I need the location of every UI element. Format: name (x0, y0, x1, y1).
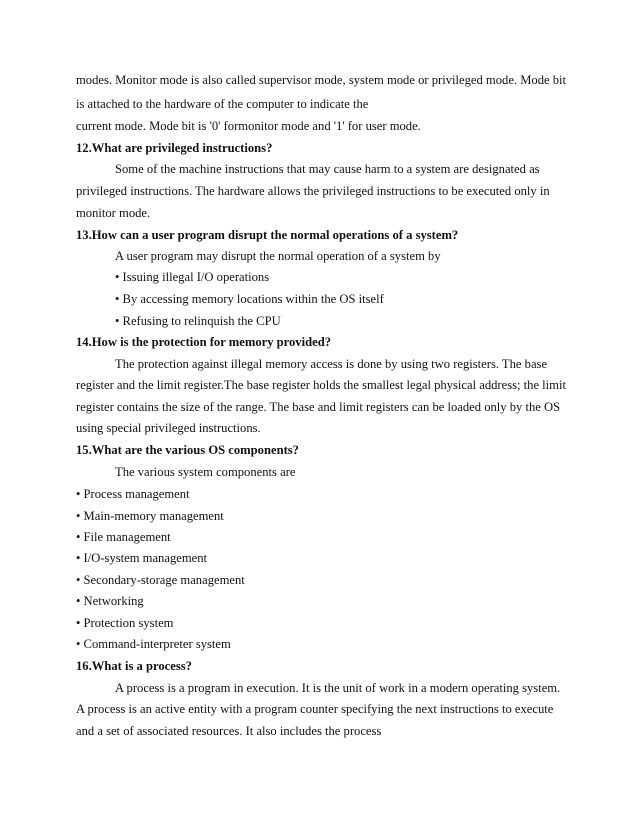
bullet-item: • By accessing memory locations within the OS itself (115, 292, 384, 306)
question-heading-16: 16.What is a process? (76, 659, 192, 673)
body-text-line: register and the limit register.The base register holds the smallest legal physical address; the limit (76, 378, 566, 392)
body-text-line: A user program may disrupt the normal operation of a system by (115, 249, 441, 263)
body-text-line: is attached to the hardware of the computer to indicate the (76, 97, 369, 111)
body-text-line: The various system components are (115, 465, 296, 479)
body-text-line: modes. Monitor mode is also called supervisor mode, system mode or privileged mode. Mode bit (76, 73, 567, 87)
bullet-item: • Command-interpreter system (76, 637, 231, 651)
question-heading-15: 15.What are the various OS components? (76, 443, 299, 457)
bullet-item: • Refusing to relinquish the CPU (115, 314, 281, 328)
body-text-line: using special privileged instructions. (76, 421, 261, 435)
body-text-line: The protection against illegal memory access is done by using two registers. The base (115, 357, 548, 371)
bullet-item: • Process management (76, 487, 190, 501)
body-text-line: Some of the machine instructions that may cause harm to a system are designated as (115, 162, 540, 176)
bullet-item: • Networking (76, 594, 144, 608)
body-text-line: A process is an active entity with a program counter specifying the next instructions to execute (76, 702, 554, 716)
question-heading-14: 14.How is the protection for memory provided? (76, 335, 331, 349)
body-text-line: A process is a program in execution. It is the unit of work in a modern operating system. (115, 681, 561, 695)
body-text-line: privileged instructions. The hardware allows the privileged instructions to be executed only in (76, 184, 550, 198)
question-heading-12: 12.What are privileged instructions? (76, 141, 273, 155)
bullet-item: • Protection system (76, 616, 174, 630)
body-text-line: monitor mode. (76, 206, 151, 220)
body-text-line: current mode. Mode bit is '0' formonitor mode and '1' for user mode. (76, 119, 421, 133)
question-heading-13: 13.How can a user program disrupt the normal operations of a system? (76, 228, 459, 242)
bullet-item: • Secondary-storage management (76, 573, 245, 587)
bullet-item: • Issuing illegal I/O operations (115, 270, 270, 284)
body-text-line: register contains the size of the range. The base and limit registers can be loaded only by the OS (76, 400, 561, 414)
bullet-item: • I/O-system management (76, 551, 208, 565)
bullet-item: • File management (76, 530, 171, 544)
bullet-item: • Main-memory management (76, 509, 224, 523)
body-text-line: and a set of associated resources. It also includes the process (76, 724, 382, 738)
